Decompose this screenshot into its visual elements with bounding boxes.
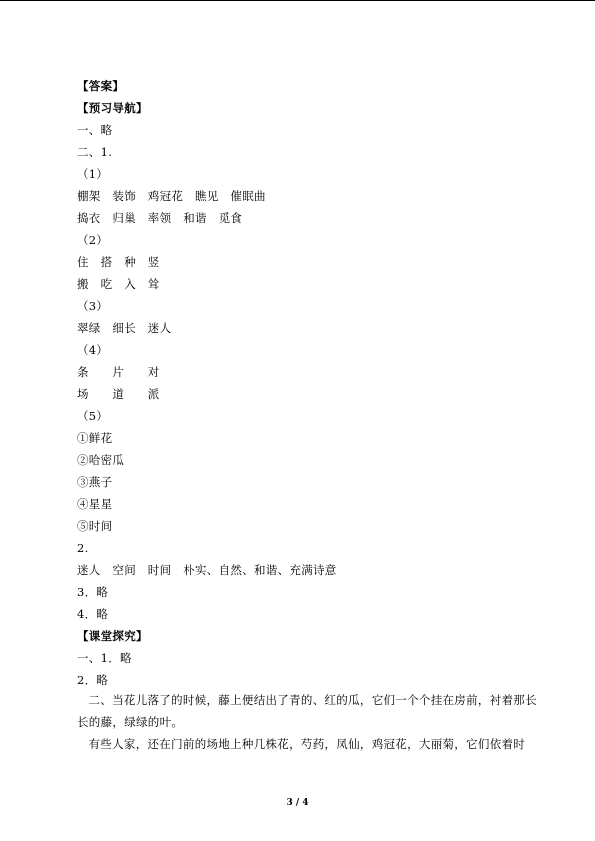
text-line: 住 搭 种 竖 — [77, 255, 160, 269]
text-line: ①鲜花 — [77, 431, 113, 445]
paragraph: 二、当花儿落了的时候，藤上便结出了青的、红的瓜，它们一个个挂在房前，衬着那长长的藤，绿绿的叶。 — [77, 693, 537, 729]
text-line: 一、略 — [77, 123, 113, 137]
text-line: 场 道 派 — [77, 387, 160, 401]
text-line: 4．略 — [77, 607, 109, 621]
top-rule — [0, 0, 595, 1]
text-line: ②哈密瓜 — [77, 453, 125, 467]
text-line: 搬 吃 入 耸 — [77, 277, 160, 291]
text-line: ④星星 — [77, 497, 113, 511]
text-line: （1） — [77, 167, 109, 181]
text-line: 2．略 — [77, 673, 109, 687]
text-line: （4） — [77, 343, 109, 357]
text-line: ⑤时间 — [77, 519, 113, 533]
text-line: 二、1. — [77, 145, 113, 159]
text-line: 3．略 — [77, 585, 109, 599]
paragraph: 有些人家，还在门前的场地上种几株花，芍药，凤仙，鸡冠花，大丽菊，它们依着时 — [88, 737, 526, 751]
page-number: 3 / 4 — [286, 798, 309, 808]
text-line: 2. — [77, 541, 89, 555]
heading-answer: 【答案】 — [77, 79, 125, 93]
text-line: 条 片 对 — [77, 365, 160, 379]
text-line: （2） — [77, 233, 109, 247]
text-line: 棚架 装饰 鸡冠花 瞧见 催眠曲 — [77, 189, 266, 203]
text-line: （3） — [77, 299, 109, 313]
text-line: ③燕子 — [77, 475, 113, 489]
text-line: 迷人 空间 时间 朴实、自然、和谐、充满诗意 — [77, 563, 337, 577]
text-line: 一、1．略 — [77, 651, 132, 665]
heading-class-inquiry: 【课堂探究】 — [77, 629, 148, 643]
heading-preview-guide: 【预习导航】 — [77, 101, 148, 115]
text-line: 捣衣 归巢 率领 和谐 觅食 — [77, 211, 243, 225]
text-line: 翠绿 细长 迷人 — [77, 321, 172, 335]
text-line: （5） — [77, 409, 109, 423]
